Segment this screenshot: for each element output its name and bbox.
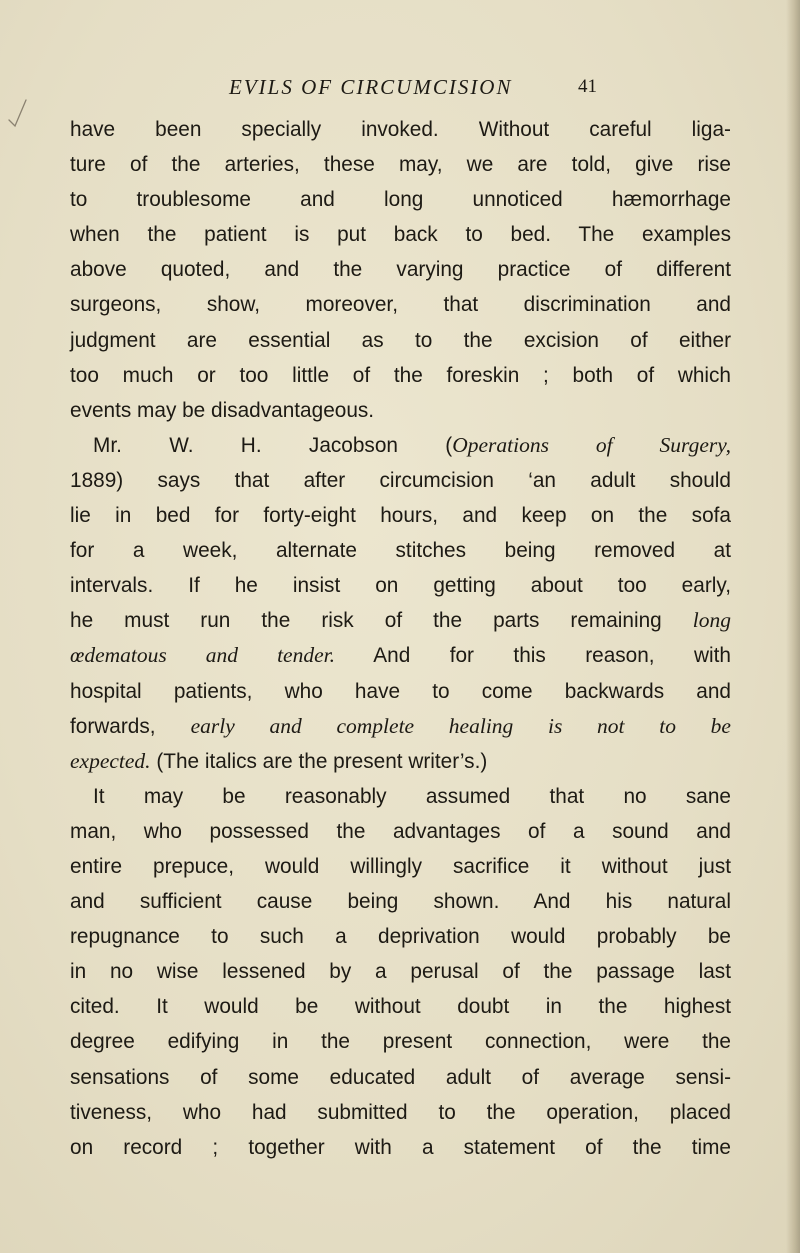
text-span: to troublesome and long unnoticed hæmorrhage <box>70 188 731 212</box>
text-line <box>70 709 731 744</box>
text-span: lie in bed for forty-eight hours, and keep on the sofa <box>70 504 731 528</box>
text-line <box>70 814 731 849</box>
text-line <box>70 1024 731 1059</box>
text-span: have been specially invoked. Without careful liga- <box>70 118 731 141</box>
body-text <box>70 112 731 1165</box>
italic-text-span: œdematous and tender. <box>70 643 335 668</box>
text-line <box>70 1095 731 1130</box>
text-line <box>70 358 731 393</box>
text-line <box>70 463 731 498</box>
text-line <box>70 533 731 568</box>
text-span: entire prepuce, would willingly sacrifice it without just <box>70 854 731 878</box>
text-line <box>70 849 731 884</box>
text-span: cited. It would be without doubt in the highest <box>70 995 731 1019</box>
text-line <box>70 638 731 673</box>
text-span: It may be reasonably assumed that no sane <box>93 784 731 808</box>
text-span: 1889) says that after circumcision ‘an adult should <box>70 468 731 492</box>
text-line <box>70 428 731 463</box>
running-head <box>0 70 800 104</box>
text-span: when the patient is put back to bed. The examples <box>70 223 731 247</box>
text-line <box>70 884 731 919</box>
text-line <box>70 954 731 989</box>
text-span: judgment are essential as to the excision of either <box>70 328 731 352</box>
page-edge-shadow <box>786 0 800 1253</box>
text-line <box>70 989 731 1024</box>
text-span: And for this reason, with <box>334 644 731 668</box>
text-span: intervals. If he insist on getting about too early, <box>70 574 731 598</box>
text-line <box>70 744 731 779</box>
text-span: forwards, <box>70 714 191 738</box>
text-span: on record ; together with a statement of the time <box>70 1135 731 1159</box>
running-title: EVILS OF CIRCUMCISION <box>229 75 513 99</box>
text-line <box>70 393 731 428</box>
text-span: and sufficient cause being shown. And his natural <box>70 890 731 914</box>
italic-text-span: early and complete healing is not to be <box>190 713 731 738</box>
text-line <box>70 568 731 603</box>
text-span: repugnance to such a deprivation would probably be <box>70 925 731 949</box>
text-span: man, who possessed the advantages of a sound and <box>70 819 731 843</box>
text-span: sensations of some educated adult of average sensi- <box>70 1065 731 1089</box>
text-line <box>70 287 731 322</box>
text-span: (The italics are the present writer’s.) <box>150 749 488 773</box>
text-line <box>70 779 731 814</box>
text-line <box>70 182 731 217</box>
text-span: above quoted, and the varying practice of different <box>70 258 731 282</box>
text-span: events may be disadvantageous. <box>70 398 375 422</box>
italic-text-span: Operations of Surgery, <box>452 432 731 457</box>
text-span: degree edifying in the present connection, were the <box>70 1030 731 1054</box>
text-line <box>70 919 731 954</box>
text-line <box>70 498 731 533</box>
text-line <box>70 603 731 638</box>
italic-text-span: long <box>692 608 731 633</box>
page-number: 41 <box>578 76 597 97</box>
text-line <box>70 147 731 182</box>
italic-text-span: expected. <box>70 748 151 773</box>
text-span: hospital patients, who have to come backwards and <box>70 679 731 703</box>
text-span: tiveness, who had submitted to the operation, placed <box>70 1100 731 1124</box>
text-span: Mr. W. H. Jacobson ( <box>93 433 453 457</box>
text-line <box>70 112 731 147</box>
text-span: for a week, alternate stitches being removed at <box>70 539 731 563</box>
text-span: too much or too little of the foreskin ; both of which <box>70 363 731 387</box>
text-line <box>70 323 731 358</box>
text-span: he must run the risk of the parts remaining <box>70 609 693 633</box>
text-line <box>70 252 731 287</box>
text-line <box>70 1060 731 1095</box>
text-line <box>70 1130 731 1165</box>
text-span: ture of the arteries, these may, we are told, give rise <box>70 153 731 177</box>
text-line <box>70 217 731 252</box>
text-span: in no wise lessened by a perusal of the passage last <box>70 960 731 984</box>
text-line <box>70 674 731 709</box>
text-span: surgeons, show, moreover, that discrimination and <box>70 293 731 317</box>
